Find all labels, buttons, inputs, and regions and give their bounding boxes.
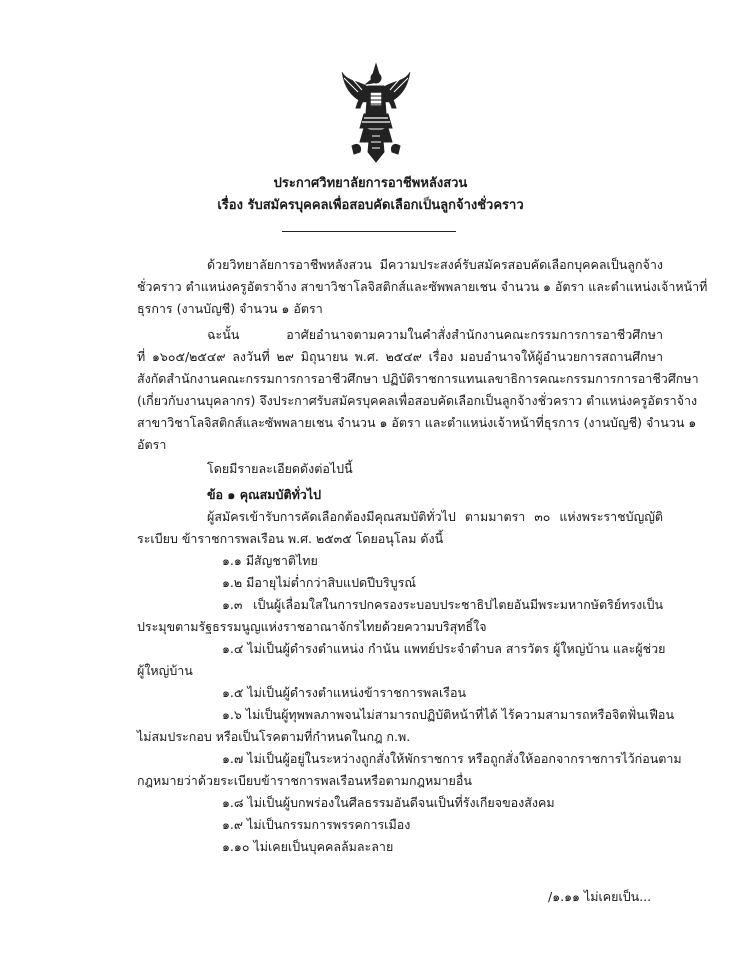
title-divider [282, 231, 456, 232]
item-1-10: ๑.๑๐ ไม่เคยเป็นบุคคลล้มละลาย [222, 839, 394, 854]
para2-line-1: ฉะนั้น อาศัยอำนาจตามความในคำสั่งสำนักงานคณะกรรมการการอาชีวศึกษา [207, 327, 663, 342]
item-1-8: ๑.๘ ไม่เป็นผู้บกพร่องในศีลธรรมอันดีจนเป็นที่รังเกียจของสังคม [222, 795, 555, 810]
item-1-5: ๑.๕ ไม่เป็นผู้ดำรงตำแหน่งข้าราชการพลเรือน [222, 685, 467, 700]
item-1-1: ๑.๑ มีสัญชาติไทย [222, 553, 318, 568]
announcement-title: ประกาศวิทยาลัยการอาชีพหลังสวน [273, 176, 468, 191]
para2-line-3: สังกัดสำนักงานคณะกรรมการการอาชีวศึกษา ปฏิบัติราชการแทนเลขาธิการคณะกรรมการการอาชีวศึกษา [137, 371, 699, 386]
section-1-heading: ข้อ ๑ คุณสมบัติทั่วไป [207, 487, 322, 502]
item-1-7: ๑.๗ ไม่เป็นผู้อยู่ในระหว่างถูกสั่งให้พักราชการ หรือถูกสั่งให้ออกจากราชการไว้ก่อนตาม [222, 751, 682, 766]
item-1-7-cont: กฎหมายว่าด้วยระเบียบข้าราชการพลเรือนหรือตามกฎหมายอื่น [137, 773, 472, 788]
para2-line-6: อัตรา [137, 437, 167, 452]
item-1-3: ๑.๓ เป็นผู้เลื่อมใสในการปกครองระบอบประชาธิปไตยอันมีพระมหากษัตริย์ทรงเป็น [222, 597, 663, 612]
para1-line-1: ด้วยวิทยาลัยการอาชีพหลังสวน มีความประสงค์รับสมัครสอบคัดเลือกบุคคลเป็นลูกจ้าง [207, 257, 663, 272]
garuda-emblem-icon [340, 62, 412, 164]
item-1-4-cont: ผู้ใหญ่บ้าน [137, 663, 193, 678]
details-intro: โดยมีรายละเอียดดังต่อไปนี้ [207, 461, 353, 476]
item-1-2: ๑.๒ มีอายุไม่ต่ำกว่าสิบแปดปีบริบูรณ์ [222, 575, 416, 590]
para1-line-2: ชั่วคราว ตำแหน่งครูอัตราจ้าง สาขาวิชาโลจิสติกส์และซัพพลายเชน จำนวน ๑ อัตรา และตำแหน่งเจ้าหน้าที่ [137, 279, 708, 294]
para2-line-5: สาขาวิชาโลจิสติกส์และซัพพลายเชน จำนวน ๑ อัตรา และตำแหน่งเจ้าหน้าที่ธุรการ (งานบัญชี) จำนวน ๑ [137, 415, 697, 430]
section-1-intro-line-1: ผู้สมัครเข้ารับการคัดเลือกต้องมีคุณสมบัติทั่วไป ตามมาตรา ๓๐ แห่งพระราชบัญญัติ [207, 509, 663, 524]
para2-line-4: (เกี่ยวกับงานบุคลากร) จึงประกาศรับสมัครบุคคลเพื่อสอบคัดเลือกเป็นลูกจ้างชั่วคราว ตำแหน่งครูอัตราจ้าง [137, 393, 698, 408]
para1-line-3: ธุรการ (งานบัญชี) จำนวน ๑ อัตรา [137, 301, 323, 316]
item-1-6-cont: ไม่สมประกอบ หรือเป็นโรคตามที่กำหนดในกฎ ก.พ. [137, 729, 411, 744]
section-1-intro-line-2: ระเบียบ ข้าราชการพลเรือน พ.ศ. ๒๕๓๕ โดยอนุโลม ดังนี้ [137, 531, 444, 546]
continuation-note: /๑.๑๑ ไม่เคยเป็น... [548, 889, 652, 904]
para2-line-2: ที่ ๑๖๐๕/๒๕๔๙ ลงวันที่ ๒๙ มิถุนายน พ.ศ. ๒๕๔๙ เรื่อง มอบอำนาจให้ผู้อำนวยการสถานศึกษา [137, 349, 663, 364]
item-1-6: ๑.๖ ไม่เป็นผู้ทุพพลภาพจนไม่สามารถปฏิบัติหน้าที่ได้ ไร้ความสามารถหรือจิตฟั่นเฟือน [222, 707, 674, 722]
item-1-3-cont: ประมุขตามรัฐธรรมนูญแห่งราชอาณาจักรไทยด้วยความบริสุทธิ์ใจ [137, 619, 487, 634]
item-1-9: ๑.๙ ไม่เป็นกรรมการพรรคการเมือง [222, 817, 411, 832]
announcement-subject: เรื่อง รับสมัครบุคคลเพื่อสอบคัดเลือกเป็นลูกจ้างชั่วคราว [217, 198, 524, 213]
item-1-4: ๑.๔ ไม่เป็นผู้ดำรงตำแหน่ง กำนัน แพทย์ประจำตำบล สารวัตร ผู้ใหญ่บ้าน และผู้ช่วย [222, 641, 666, 656]
